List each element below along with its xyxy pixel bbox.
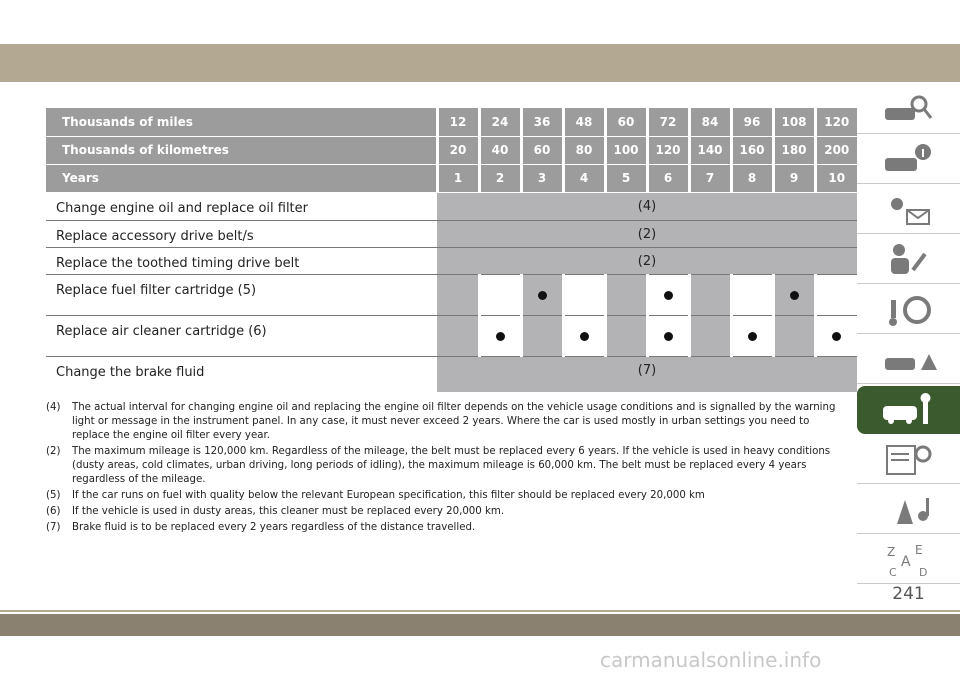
footnote [46, 401, 846, 443]
header-cell: 120 [647, 136, 689, 164]
schedule-cell [563, 274, 605, 315]
operation-label: Replace accessory drive belt/s [46, 220, 437, 247]
car-search-icon [879, 90, 939, 130]
operation-label: Replace air cleaner cartridge (6) [46, 315, 437, 356]
header-row-label: Thousands of kilometres [46, 136, 437, 164]
footnote [46, 445, 846, 487]
footnote-number: (5) [46, 490, 61, 501]
sidebar-chapter-tab[interactable] [857, 186, 960, 234]
schedule-cell [605, 274, 647, 315]
svg-text:Z: Z [886, 544, 895, 559]
service-dot-icon [664, 291, 673, 300]
car-info-icon [879, 140, 939, 180]
watermark: carmanualsonline.info [600, 648, 822, 672]
key-steering-wheel-icon [879, 290, 939, 330]
header-cell: 10 [815, 164, 857, 192]
schedule-cell [605, 315, 647, 356]
service-dot-icon [832, 332, 841, 341]
schedule-cell [647, 315, 689, 356]
header-cell: 60 [605, 108, 647, 136]
schedule-cell [437, 274, 479, 315]
header-cell: 4 [563, 164, 605, 192]
header-cell: 2 [479, 164, 521, 192]
service-dot-icon [496, 332, 505, 341]
footnote-text: If the vehicle is used in dusty areas, this cleaner must be replaced every 20,000 km. [72, 506, 505, 517]
header-cell: 84 [689, 108, 731, 136]
footnote-text: If the car runs on fuel with quality below the relevant European specification, this filter should be replaced every 20,000 km [72, 490, 705, 501]
service-dot-icon [790, 291, 799, 300]
schedule-cell [479, 315, 521, 356]
footnote [46, 505, 846, 519]
footnote-number: (2) [46, 446, 61, 457]
header-cell: 9 [773, 164, 815, 192]
header-row [46, 164, 857, 192]
schedule-cell [815, 315, 857, 356]
header-cell: 8 [731, 164, 773, 192]
header-cell: 1 [437, 164, 479, 192]
header-cell: 72 [647, 108, 689, 136]
operation-row [46, 274, 857, 315]
operation-row [46, 220, 857, 247]
service-dot-icon [748, 332, 757, 341]
header-cell: 140 [689, 136, 731, 164]
interval-note-cell: (4) [437, 192, 857, 220]
header-cell: 24 [479, 108, 521, 136]
operation-row [46, 192, 857, 220]
warning-light-message-icon [879, 190, 939, 230]
car-wrench-icon [879, 390, 939, 430]
top-decor-band [0, 44, 960, 82]
schedule-cell [773, 315, 815, 356]
sidebar-chapter-tab[interactable] [857, 486, 960, 534]
header-cell: 108 [773, 108, 815, 136]
header-cell: 80 [563, 136, 605, 164]
footnote-number: (4) [46, 402, 61, 413]
header-cell: 120 [815, 108, 857, 136]
footnote [46, 489, 846, 503]
header-cell: 100 [605, 136, 647, 164]
operation-row [46, 247, 857, 274]
header-cell: 5 [605, 164, 647, 192]
header-row [46, 108, 857, 136]
schedule-cell [437, 315, 479, 356]
interval-note-cell: (2) [437, 220, 857, 247]
footnote-text: Brake fluid is to be replaced every 2 years regardless of the distance travelled. [72, 522, 476, 533]
operation-label: Change the brake fluid [46, 356, 437, 392]
car-breakdown-icon [879, 340, 939, 380]
header-row [46, 136, 857, 164]
header-cell: 3 [521, 164, 563, 192]
footnote-number: (6) [46, 506, 61, 517]
sidebar-chapter-tab[interactable] [857, 286, 960, 334]
schedule-cell [731, 274, 773, 315]
header-cell: 36 [521, 108, 563, 136]
header-cell: 160 [731, 136, 773, 164]
bottom-decor-band [0, 614, 960, 636]
sidebar-chapter-tab[interactable] [857, 536, 960, 584]
header-row-label: Thousands of miles [46, 108, 437, 136]
sidebar-chapter-tab[interactable] [857, 336, 960, 384]
schedule-cell [689, 315, 731, 356]
header-cell: 40 [479, 136, 521, 164]
sidebar-chapter-tab[interactable] [857, 436, 960, 484]
svg-text:C: C [888, 565, 897, 579]
sidebar-chapter-tab[interactable] [857, 136, 960, 184]
sidebar-chapter-tab[interactable] [857, 86, 960, 134]
schedule-cell [479, 274, 521, 315]
header-cell: 12 [437, 108, 479, 136]
service-dot-icon [664, 332, 673, 341]
header-cell: 96 [731, 108, 773, 136]
list-gear-icon [879, 440, 939, 480]
operation-row [46, 356, 857, 392]
footnote-text: The actual interval for changing engine oil and replacing the engine oil filter depends on the vehicle usage conditions and is signalled by the warning light or message in the instrument panel. In any case, it must never exceed 2 years. Where the car is used mostly in urban settings you need to replace the engine oil filter every year. [72, 402, 836, 441]
footnotes [46, 401, 846, 537]
footnote [46, 521, 846, 535]
header-cell: 6 [647, 164, 689, 192]
schedule-cell [521, 274, 563, 315]
schedule-cell [521, 315, 563, 356]
header-cell: 180 [773, 136, 815, 164]
schedule-cell [689, 274, 731, 315]
header-cell: 60 [521, 136, 563, 164]
sidebar-chapter-tab[interactable] [857, 236, 960, 284]
service-dot-icon [580, 332, 589, 341]
operation-label: Replace the toothed timing drive belt [46, 247, 437, 274]
header-cell: 48 [563, 108, 605, 136]
svg-text:D: D [918, 565, 927, 579]
operation-label: Replace fuel filter cartridge (5) [46, 274, 437, 315]
footnote-text: The maximum mileage is 120,000 km. Regardless of the mileage, the belt must be replaced every 6 years. If the vehicle is used in heavy conditions (dusty areas, cold climates, urban driving, long periods of idling), the maximum mileage is 60,000 km. The belt must be replaced every 4 years regardless of the mileage. [72, 446, 831, 485]
interval-note-cell: (2) [437, 247, 857, 274]
header-cell: 200 [815, 136, 857, 164]
sidebar-chapter-tab[interactable] [857, 386, 960, 434]
maintenance-schedule-table [46, 108, 857, 392]
service-dot-icon [538, 291, 547, 300]
schedule-cell [731, 315, 773, 356]
operation-row [46, 315, 857, 356]
schedule-cell [647, 274, 689, 315]
interval-note-cell: (7) [437, 356, 857, 392]
header-cell: 7 [689, 164, 731, 192]
page-number: 241 [892, 584, 925, 604]
schedule-cell [563, 315, 605, 356]
header-row-label: Years [46, 164, 437, 192]
schedule-cell [815, 274, 857, 315]
header-cell: 20 [437, 136, 479, 164]
svg-text:A: A [900, 553, 911, 570]
footnote-number: (7) [46, 522, 61, 533]
schedule-cell [773, 274, 815, 315]
bottom-rule [0, 610, 960, 612]
person-airbag-icon [879, 240, 939, 280]
music-navigation-icon [879, 490, 939, 530]
svg-text:E: E [914, 542, 923, 557]
operation-label: Change engine oil and replace oil filter [46, 192, 437, 220]
alphabet-index-icon [879, 540, 939, 580]
